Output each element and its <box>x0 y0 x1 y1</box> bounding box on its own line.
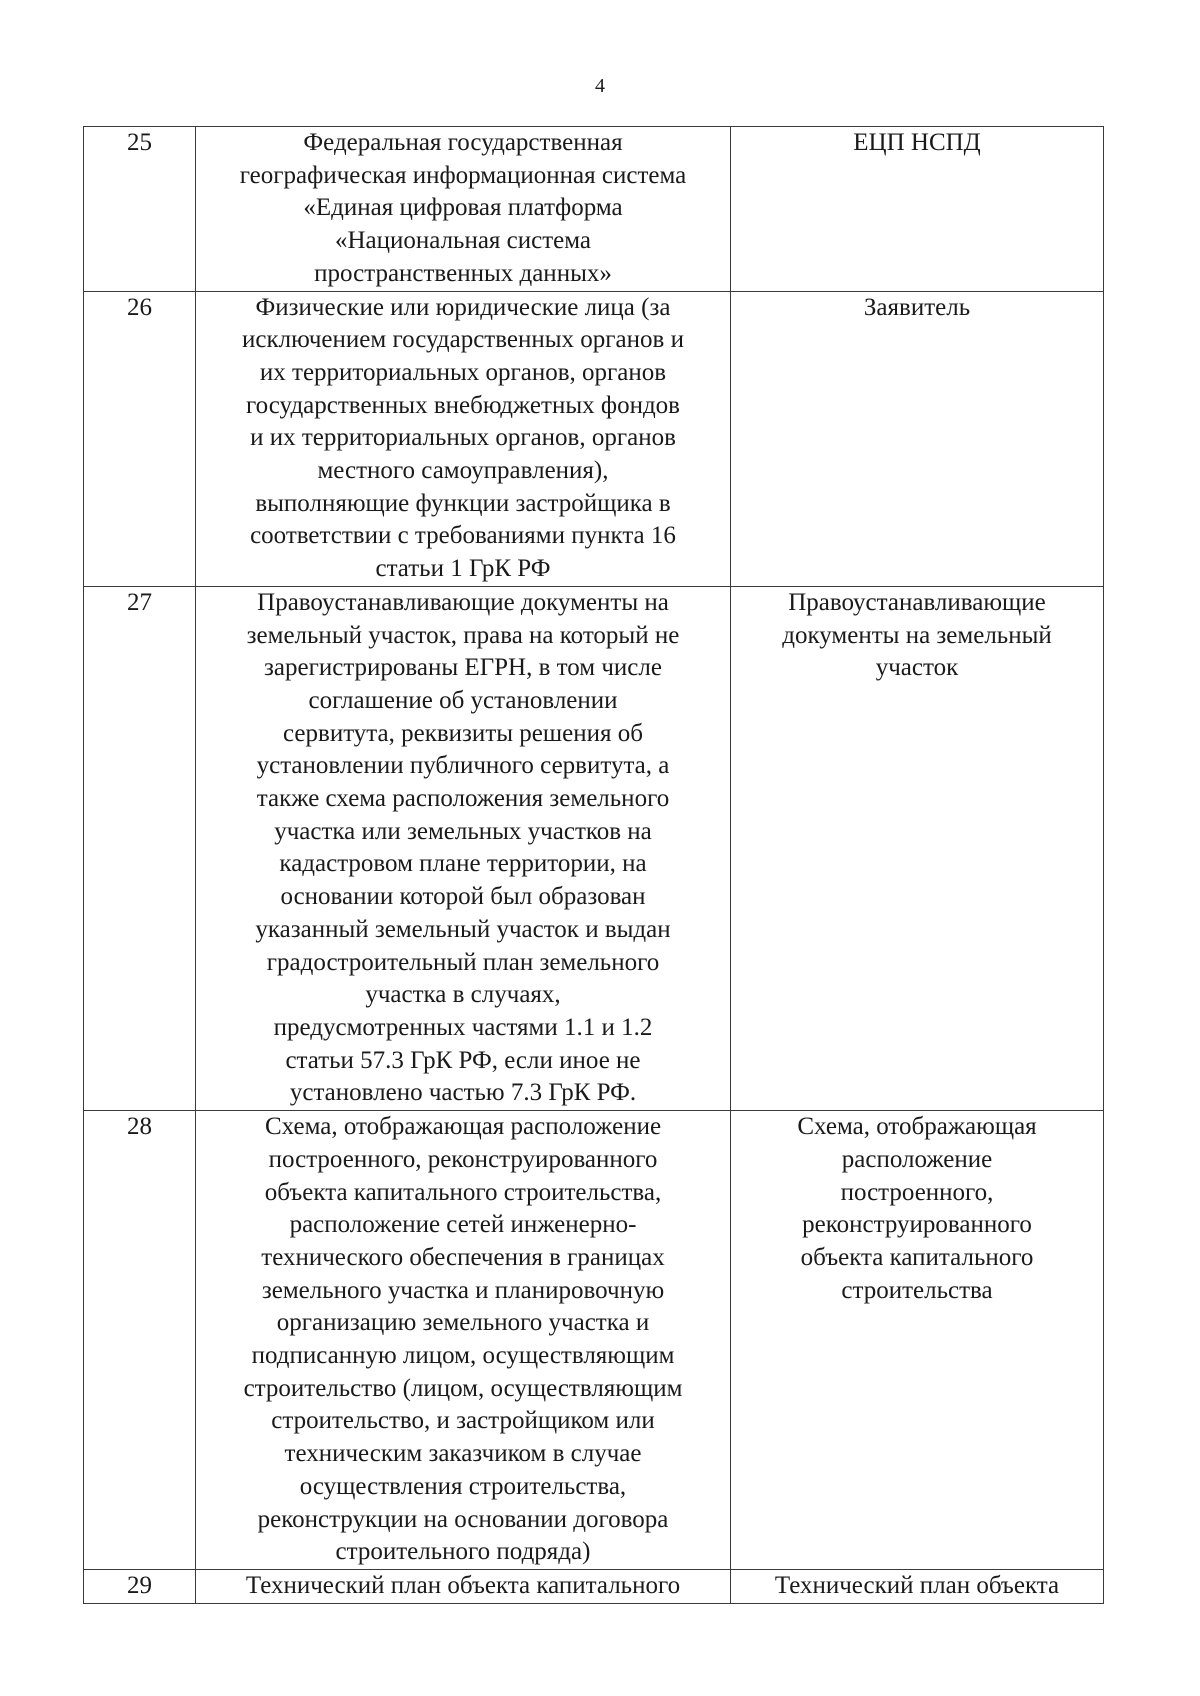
row-number: 29 <box>84 1569 196 1603</box>
text-line: исключением государственных органов и <box>242 326 684 354</box>
text-line: географическая информационная система <box>239 161 687 189</box>
text-line: расположение сетей инженерно- <box>289 1211 637 1239</box>
row-short-name <box>731 127 1104 292</box>
row-description <box>196 127 731 292</box>
row-number: 27 <box>84 586 196 1110</box>
text-line: документы на земельный <box>782 621 1052 649</box>
text-line: осуществления строительства, <box>299 1472 627 1500</box>
text-line: Федеральная государственная <box>303 129 623 156</box>
text-line: техническим заказчиком в случае <box>284 1440 642 1468</box>
text-line: строительства <box>841 1276 993 1304</box>
text-line: их территориальных органов, органов <box>259 358 667 386</box>
text-line: местного самоуправления), <box>317 457 609 485</box>
text-line: зарегистрированы ЕГРН, в том числе <box>264 654 662 682</box>
text-line: кадастровом плане территории, на <box>279 850 647 878</box>
text-line: «Единая цифровая платформа <box>303 194 623 222</box>
text-line: пространственных данных» <box>314 259 612 287</box>
text-line: расположение <box>841 1145 993 1173</box>
text-line: подписанную лицом, осуществляющим <box>251 1342 675 1370</box>
text-line: соглашение об установлении <box>308 686 618 714</box>
text-line: установлении публичного сервитута, а <box>256 752 670 780</box>
text-line: установлено частью 7.3 ГрК РФ. <box>289 1079 637 1107</box>
text-line: основании которой был образован <box>280 883 646 911</box>
text-line: Технический план объекта капитального <box>245 1571 681 1599</box>
text-line: организацию земельного участка и <box>276 1309 650 1337</box>
table-row <box>84 1111 1104 1570</box>
text-line: соответствии с требованиями пункта 16 <box>250 522 676 550</box>
text-line: также схема расположения земельного <box>256 785 670 813</box>
table-body <box>84 127 1104 1604</box>
text-line: Правоустанавливающие <box>788 588 1046 616</box>
page-number: 4 <box>595 75 605 97</box>
text-line: Технический план объекта <box>774 1571 1060 1599</box>
text-line: государственных внебюджетных фондов <box>246 391 680 419</box>
text-line: выполняющие функции застройщика в <box>255 489 671 517</box>
text-line: строительство, и застройщиком или <box>271 1407 655 1435</box>
text-line: указанный земельный участок и выдан <box>255 915 671 943</box>
text-line: участок <box>875 654 959 682</box>
text-line: земельный участок, права на который не <box>246 621 680 649</box>
row-description <box>196 1569 731 1603</box>
text-line: реконструкции на основании договора <box>257 1505 669 1533</box>
row-description <box>196 1111 731 1570</box>
text-line: участка в случаях, <box>365 981 561 1009</box>
table-row <box>84 1569 1104 1603</box>
text-line: «Национальная система <box>334 227 592 255</box>
text-line: Заявитель <box>863 293 971 321</box>
text-line: сервитута, реквизиты решения об <box>283 719 643 747</box>
row-short-name <box>731 1569 1104 1603</box>
text-line: земельного участка и планировочную <box>261 1276 665 1304</box>
text-line: ЕЦП НСПД <box>853 129 981 156</box>
row-short-name <box>731 291 1104 586</box>
row-short-name <box>731 1111 1104 1570</box>
text-line: построенного, реконструированного <box>268 1145 658 1173</box>
text-line: градостроительный план земельного <box>266 948 660 976</box>
row-number: 26 <box>84 291 196 586</box>
text-line: построенного, <box>840 1178 994 1206</box>
row-description <box>196 586 731 1110</box>
row-description <box>196 291 731 586</box>
text-line: участка или земельных участков на <box>274 817 652 845</box>
text-line: и их территориальных органов, органов <box>250 424 676 452</box>
text-line: строительство (лицом, осуществляющим <box>243 1374 683 1402</box>
text-line: Схема, отображающая расположение <box>264 1113 662 1141</box>
text-line: объекта капитального <box>800 1243 1034 1271</box>
text-line: предусмотренных частями 1.1 и 1.2 <box>273 1013 653 1041</box>
text-line: строительного подряда) <box>335 1538 591 1566</box>
text-line: Правоустанавливающие документы на <box>257 588 669 616</box>
row-short-name <box>731 586 1104 1110</box>
terms-table <box>83 126 1104 1604</box>
text-line: реконструированного <box>802 1211 1032 1239</box>
text-line: технического обеспечения в границах <box>261 1243 665 1271</box>
text-line: статьи 57.3 ГрК РФ, если иное не <box>285 1046 641 1074</box>
row-number: 25 <box>84 127 196 292</box>
text-line: Схема, отображающая <box>797 1113 1037 1141</box>
text-line: Физические или юридические лица (за <box>255 293 671 321</box>
text-line: объекта капитального строительства, <box>264 1178 662 1206</box>
text-line: статьи 1 ГрК РФ <box>375 555 551 583</box>
table-row <box>84 127 1104 292</box>
table-row <box>84 291 1104 586</box>
row-number: 28 <box>84 1111 196 1570</box>
table-row <box>84 586 1104 1110</box>
